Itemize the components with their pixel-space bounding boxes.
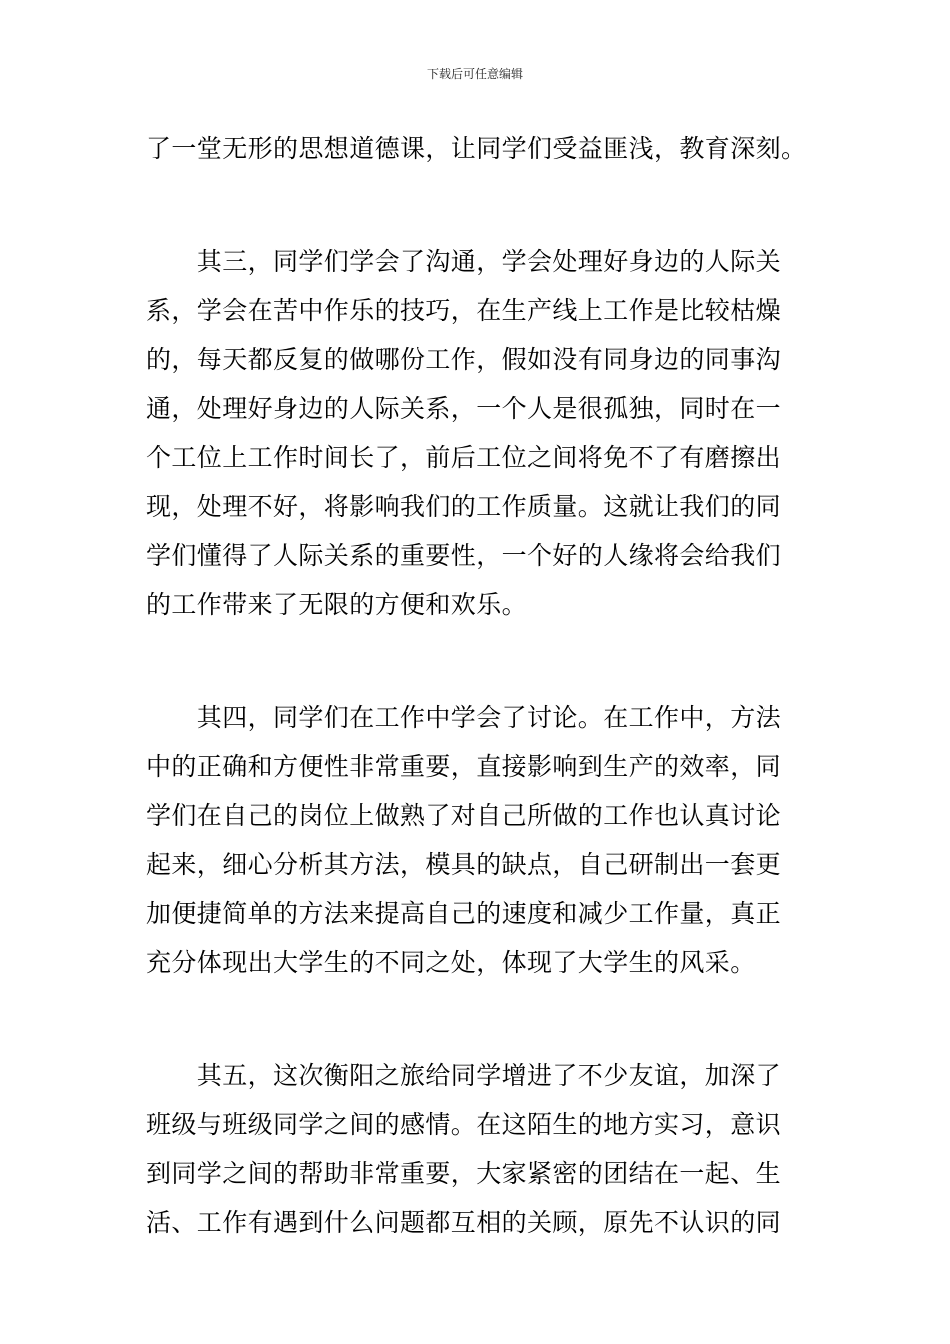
text-line: 班级与班级同学之间的感情。在这陌生的地方实习，意识 xyxy=(146,1110,782,1139)
text-line: 加便捷简单的方法来提高自己的速度和减少工作量，真正 xyxy=(146,899,782,928)
text-line: 的，每天都反复的做哪份工作，假如没有同身边的同事沟 xyxy=(146,345,782,374)
text-line: 其三，同学们学会了沟通，学会处理好身边的人际关 xyxy=(146,247,782,276)
paragraph-gap xyxy=(146,629,806,693)
paragraph-gap xyxy=(146,173,806,237)
text-line: 到同学之间的帮助非常重要，大家紧密的团结在一起、生 xyxy=(146,1159,782,1188)
text-line: 起来，细心分析其方法，模具的缺点，自己研制出一套更 xyxy=(146,850,782,879)
text-line: 其五，这次衡阳之旅给同学增进了不少友谊，加深了 xyxy=(146,1061,782,1090)
text-line: 学们懂得了人际关系的重要性，一个好的人缘将会给我们 xyxy=(146,541,782,570)
text-line: 系，学会在苦中作乐的技巧，在生产线上工作是比较枯燥 xyxy=(146,296,782,325)
text-line: 学们在自己的岗位上做熟了对自己所做的工作也认真讨论 xyxy=(146,801,782,830)
paragraph-gap xyxy=(146,987,806,1051)
paragraph-2 xyxy=(146,237,806,629)
text-line: 个工位上工作时间长了，前后工位之间将免不了有磨擦出 xyxy=(146,443,782,472)
text-line: 的工作带来了无限的方便和欢乐。 xyxy=(146,590,528,619)
paragraph-4 xyxy=(146,1051,806,1247)
text-line: 其四，同学们在工作中学会了讨论。在工作中，方法 xyxy=(146,703,782,732)
text-line: 活、工作有遇到什么问题都互相的关顾，原先不认识的同 xyxy=(146,1208,782,1237)
text-line: 现，处理不好，将影响我们的工作质量。这就让我们的同 xyxy=(146,492,782,521)
paragraph-3 xyxy=(146,693,806,987)
text-line: 了一堂无形的思想道德课，让同学们受益匪浅，教育深刻。 xyxy=(146,134,807,163)
text-line: 中的正确和方便性非常重要，直接影响到生产的效率，同 xyxy=(146,752,782,781)
text-line: 充分体现出大学生的不同之处，体现了大学生的风采。 xyxy=(146,948,756,977)
page-header: 下载后可任意编辑 xyxy=(426,67,523,81)
text-line: 通，处理好身边的人际关系，一个人是很孤独，同时在一 xyxy=(146,394,782,423)
paragraph-1 xyxy=(146,124,806,173)
document-body xyxy=(146,124,806,1247)
